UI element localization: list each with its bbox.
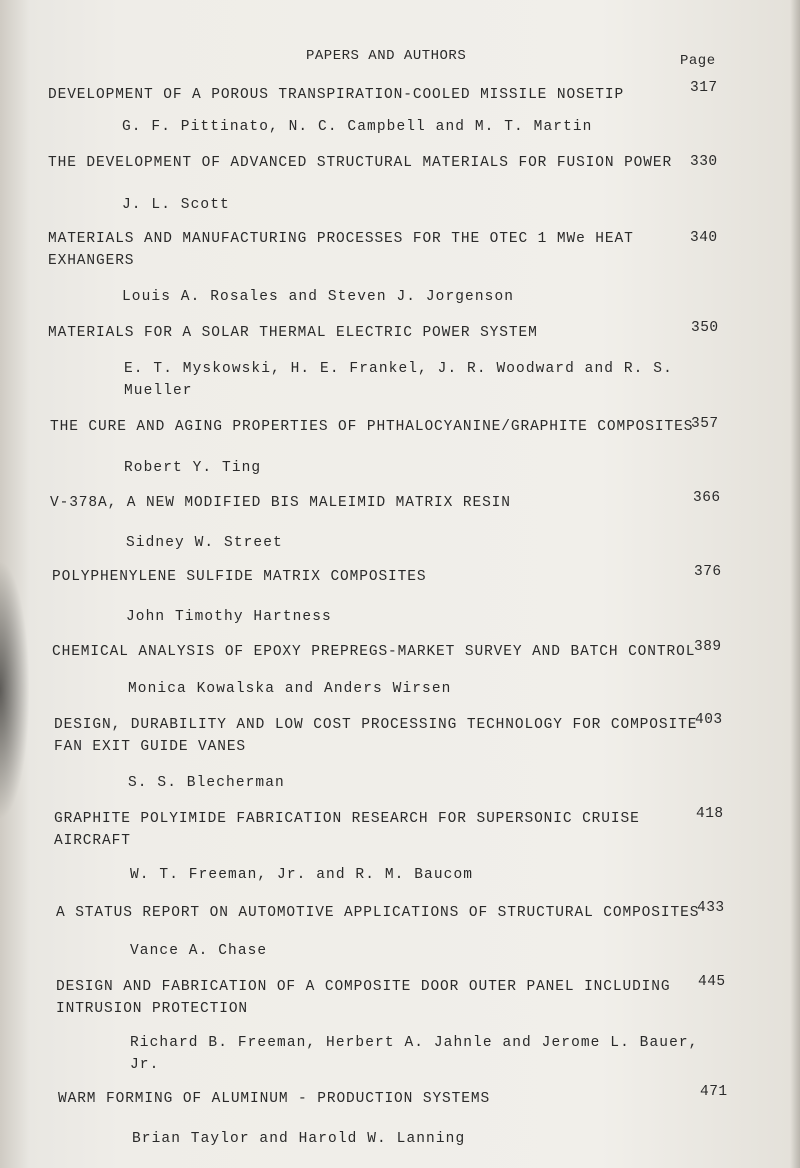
page-number: 330 [690, 154, 718, 170]
page-number: 340 [690, 230, 718, 246]
paper-title: MATERIALS AND MANUFACTURING PROCESSES FOR THE OTEC 1 MWe HEAT EXHANGERS [48, 231, 634, 269]
paper-authors: G. F. Pittinato, N. C. Campbell and M. T. Martin [122, 119, 593, 135]
paper-title: GRAPHITE POLYIMIDE FABRICATION RESEARCH FOR SUPERSONIC CRUISE AIRCRAFT [54, 811, 640, 849]
page-number: 445 [698, 974, 726, 990]
paper-title: DESIGN AND FABRICATION OF A COMPOSITE DOOR OUTER PANEL INCLUDING INTRUSION PROTECTION [56, 979, 671, 1017]
paper-authors: W. T. Freeman, Jr. and R. M. Baucom [130, 867, 474, 883]
paper-title: WARM FORMING OF ALUMINUM - PRODUCTION SYSTEMS [58, 1091, 491, 1107]
paper-authors: Vance A. Chase [130, 943, 268, 959]
page-number: 403 [695, 712, 723, 728]
section-heading: PAPERS AND AUTHORS [306, 48, 467, 64]
page-number: 317 [690, 80, 718, 96]
paper-title: V-378A, A NEW MODIFIED BIS MALEIMID MATRIX RESIN [50, 495, 511, 511]
paper-authors: Monica Kowalska and Anders Wirsen [128, 681, 452, 697]
paper-title: MATERIALS FOR A SOLAR THERMAL ELECTRIC POWER SYSTEM [48, 325, 538, 341]
paper-title: CHEMICAL ANALYSIS OF EPOXY PREPREGS-MARKET SURVEY AND BATCH CONTROL [52, 644, 696, 660]
page-column-label: Page [680, 53, 716, 69]
paper-authors: S. S. Blecherman [128, 775, 285, 791]
page-number: 418 [696, 806, 724, 822]
page-number: 389 [694, 639, 722, 655]
paper-title: THE CURE AND AGING PROPERTIES OF PHTHALOCYANINE/GRAPHITE COMPOSITES [50, 419, 694, 435]
paper-title: DEVELOPMENT OF A POROUS TRANSPIRATION-COOLED MISSILE NOSETIP [48, 87, 625, 103]
page-edge-shadow [0, 560, 30, 820]
paper-authors: Sidney W. Street [126, 535, 283, 551]
page-number: 471 [700, 1084, 728, 1100]
page-number: 376 [694, 564, 722, 580]
paper-title: A STATUS REPORT ON AUTOMOTIVE APPLICATIONS OF STRUCTURAL COMPOSITES [56, 905, 700, 921]
page-number: 350 [691, 320, 719, 336]
page-number: 433 [697, 900, 725, 916]
paper-title: DESIGN, DURABILITY AND LOW COST PROCESSING TECHNOLOGY FOR COMPOSITE FAN EXIT GUIDE VANES [54, 717, 698, 755]
paper-title: THE DEVELOPMENT OF ADVANCED STRUCTURAL MATERIALS FOR FUSION POWER [48, 155, 673, 171]
paper-authors: Louis A. Rosales and Steven J. Jorgenson [122, 289, 515, 305]
paper-authors: Richard B. Freeman, Herbert A. Jahnle and Jerome L. Bauer, Jr. [130, 1035, 699, 1073]
paper-authors: Robert Y. Ting [124, 460, 262, 476]
paper-authors: John Timothy Hartness [126, 609, 332, 625]
page-number: 357 [691, 416, 719, 432]
paper-authors: E. T. Myskowski, H. E. Frankel, J. R. Woodward and R. S. Mueller [124, 361, 673, 399]
paper-authors: J. L. Scott [122, 197, 230, 213]
paper-authors: Brian Taylor and Harold W. Lanning [132, 1131, 466, 1147]
paper-title: POLYPHENYLENE SULFIDE MATRIX COMPOSITES [52, 569, 427, 585]
page-number: 366 [693, 490, 721, 506]
